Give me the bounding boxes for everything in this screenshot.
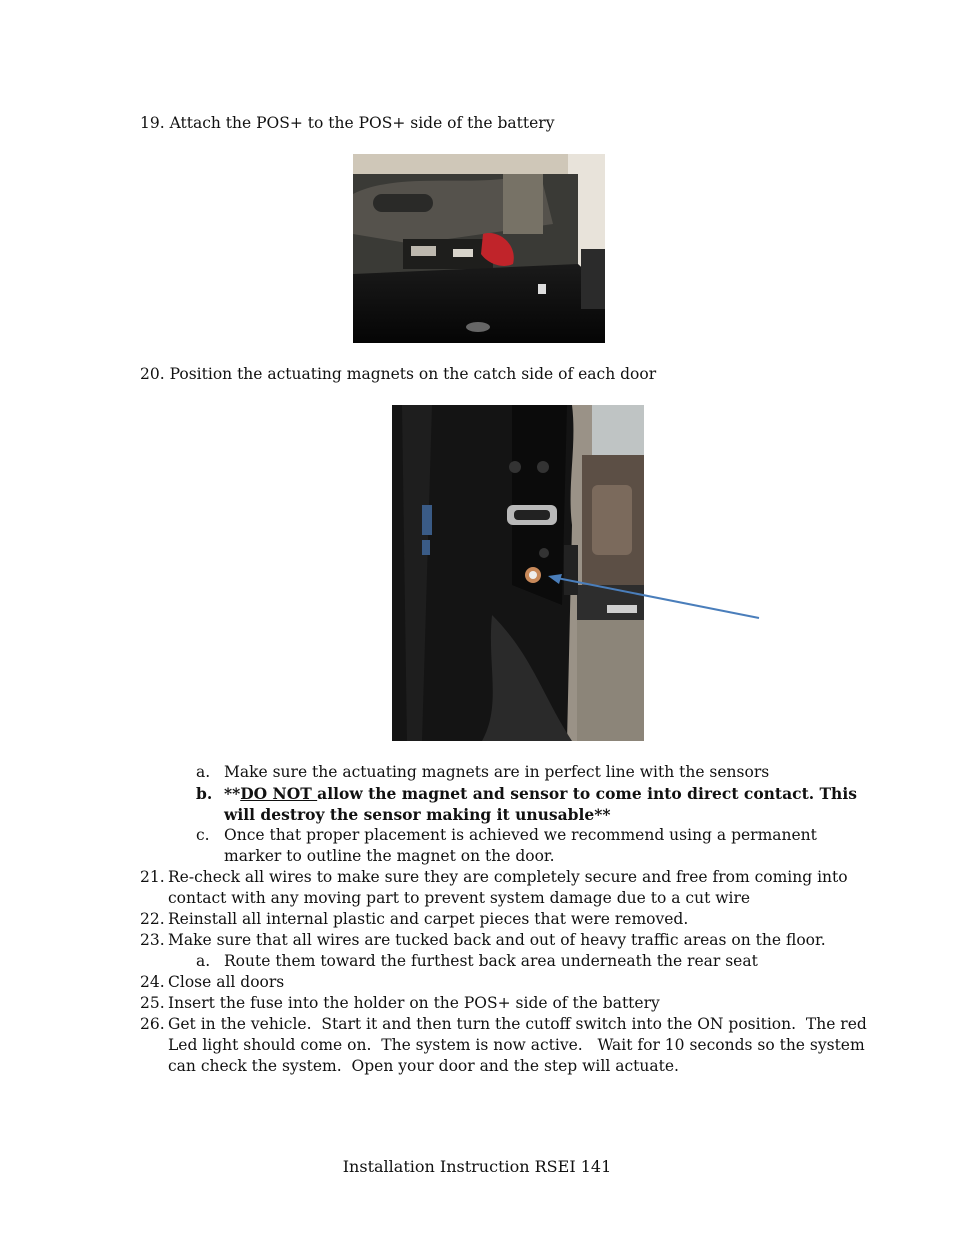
- sub-item-a: [196, 762, 210, 783]
- step-23-number: 23.: [140, 931, 165, 949]
- step-number: 19.: [140, 114, 165, 132]
- step-26-line1: Get in the vehicle. Start it and then turn the cutoff switch into the ON position. The red: [168, 1015, 867, 1033]
- step-26-number: 26.: [140, 1015, 165, 1033]
- step-25-number: 25.: [140, 994, 165, 1012]
- sub-item-c-line1: Once that proper placement is achieved we recommend using a permanent: [224, 826, 817, 844]
- sub-item-b-line1: [224, 783, 857, 804]
- step-23-text: Make sure that all wires are tucked back and out of heavy traffic areas on the floor.: [168, 931, 826, 949]
- sub-letter: b.: [196, 784, 213, 803]
- step-20: [140, 364, 656, 385]
- step-26-line3: can check the system. Open your door and the step will actuate.: [168, 1057, 679, 1075]
- step-21-number: 21.: [140, 868, 165, 886]
- step-number: 20.: [140, 365, 165, 383]
- step-23-sub-text: Route them toward the furthest back area underneath the rear seat: [224, 952, 758, 970]
- arrow-annotation: [540, 565, 770, 625]
- sub-letter: a.: [196, 763, 211, 781]
- sub-item-c-line2: marker to outline the magnet on the door.: [224, 847, 555, 865]
- page-footer: Installation Instruction RSEI 141: [342, 1157, 612, 1176]
- engine-bay-photo: [353, 154, 605, 343]
- step-24-text: Close all doors: [168, 973, 285, 991]
- sub-item-b: [196, 783, 212, 804]
- step-text: Position the actuating magnets on the catch side of each door: [169, 365, 657, 383]
- sub-item-b-line2: will destroy the sensor making it unusable**: [224, 805, 611, 824]
- step-25-text: Insert the fuse into the holder on the POS+ side of the battery: [168, 994, 660, 1012]
- step-26-line2: Led light should come on. The system is now active. Wait for 10 seconds so the system: [168, 1036, 865, 1054]
- warning-prefix: **: [224, 784, 241, 803]
- step-22-number: 22.: [140, 910, 165, 928]
- step-text: Attach the POS+ to the POS+ side of the battery: [169, 114, 555, 132]
- step-23-sub-letter: a.: [196, 952, 211, 970]
- step-21-line1: Re-check all wires to make sure they are completely secure and free from coming into: [168, 868, 848, 886]
- sub-item-a-text: Make sure the actuating magnets are in perfect line with the sensors: [224, 763, 770, 781]
- do-not-text: DO NOT: [240, 784, 318, 803]
- step-21-line2: contact with any moving part to prevent system damage due to a cut wire: [168, 889, 751, 907]
- sub-letter: c.: [196, 826, 210, 844]
- step-19: [140, 113, 554, 134]
- warning-text: allow the magnet and sensor to come into direct contact. This: [317, 784, 857, 803]
- step-24-number: 24.: [140, 973, 165, 991]
- step-22-text: Reinstall all internal plastic and carpet pieces that were removed.: [168, 910, 689, 928]
- sub-item-c: [196, 825, 210, 846]
